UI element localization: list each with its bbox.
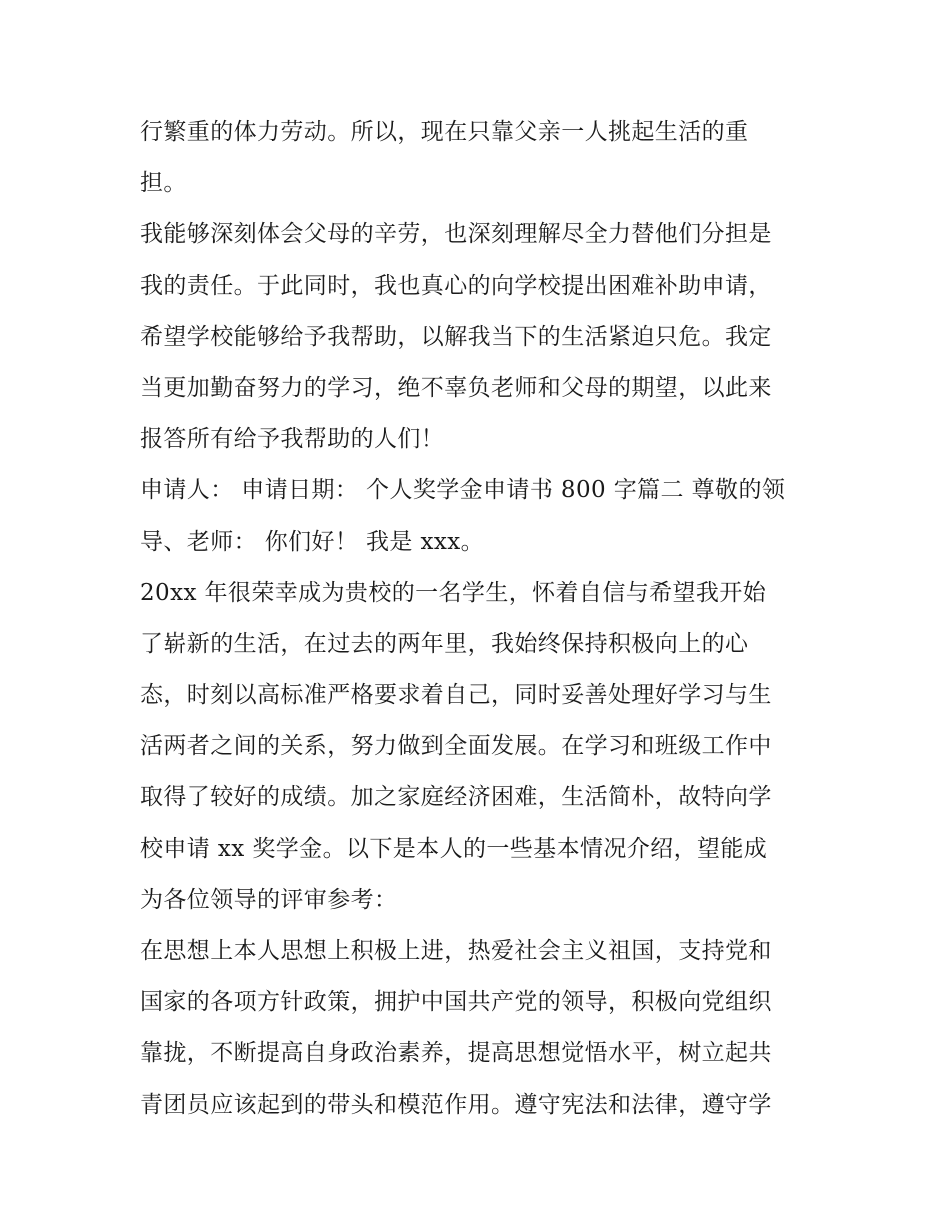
document-body [140, 107, 820, 1131]
text-line: 为各位领导的评审参考： [140, 886, 398, 913]
text-line: 态，时刻以高标准严格要求着自己，同时妥善处理好学习与生 [140, 682, 772, 709]
text-line: 我能够深刻体会父母的辛劳，也深刻理解尽全力替他们分担是 [140, 221, 772, 248]
text-line: 我的责任。于此同时，我也真心的向学校提出困难补助申请， [140, 272, 772, 299]
text-line: 取得了较好的成绩。加之家庭经济困难，生活简朴，故特向学 [140, 784, 772, 811]
text-line: 在思想上本人思想上积极上进，热爱社会主义祖国，支持党和 [140, 938, 772, 964]
text-line: 希望学校能够给予我帮助，以解我当下的生活紧迫只危。我定 [140, 323, 772, 350]
text-line: 导、老师： 你们好！ 我是 xxx。 [140, 528, 485, 555]
text-line: 了崭新的生活，在过去的两年里，我始终保持积极向上的心 [140, 630, 749, 657]
text-line: 行繁重的体力劳动。所以，现在只靠父亲一人挑起生活的重 [140, 119, 749, 145]
text-line: 当更加勤奋努力的学习，绝不辜负老师和父母的期望，以此来 [140, 374, 772, 401]
text-line: 担。 [140, 170, 187, 197]
text-line: 国家的各项方针政策，拥护中国共产党的领导，积极向党组织 [140, 989, 772, 1016]
text-line: 申请人： 申请日期： 个人奖学金申请书 800 字篇二 尊敬的领 [140, 477, 786, 504]
text-line: 靠拢，不断提高自身政治素养，提高思想觉悟水平，树立起共 [140, 1040, 772, 1067]
text-line: 活两者之间的关系，努力做到全面发展。在学习和班级工作中 [140, 733, 772, 760]
text-line: 校申请 xx 奖学金。以下是本人的一些基本情况介绍，望能成 [140, 835, 768, 862]
text-line: 报答所有给予我帮助的人们！ [140, 426, 445, 453]
text-line: 20xx 年很荣幸成为贵校的一名学生，怀着自信与希望我开始 [140, 579, 767, 606]
text-line: 青团员应该起到的带头和模范作用。遵守宪法和法律，遵守学 [140, 1091, 772, 1118]
